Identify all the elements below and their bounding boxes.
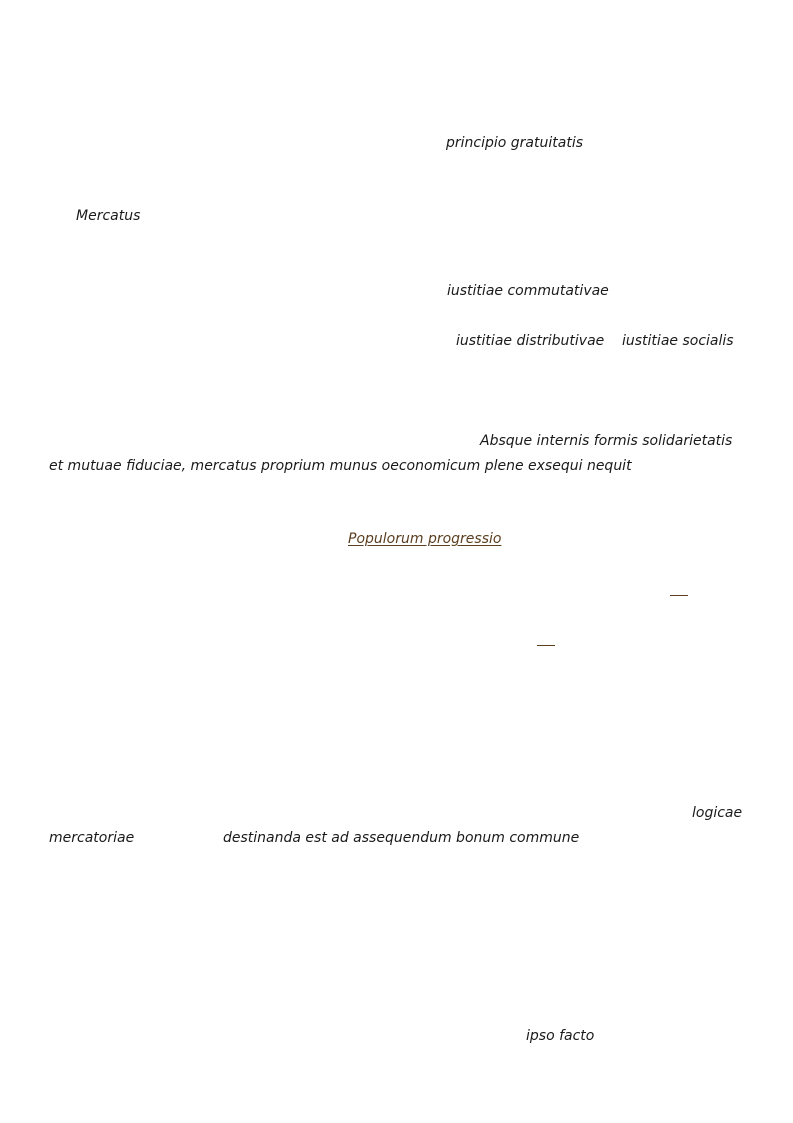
text-absque-internis: Absque internis formis solidarietatis — [480, 433, 733, 449]
text-destinanda: destinanda est ad assequendum bonum commune — [223, 830, 580, 846]
text-mercatus: Mercatus — [76, 208, 141, 224]
footnote-link-1[interactable] — [670, 595, 688, 596]
footnote-link-2[interactable] — [537, 645, 555, 646]
text-principio-gratuitatis: principio gratuitatis — [446, 135, 583, 151]
text-ipso-facto: ipso facto — [526, 1028, 595, 1044]
text-iustitiae-socialis: iustitiae socialis — [622, 333, 734, 349]
text-iustitiae-distributivae: iustitiae distributivae — [456, 333, 605, 349]
text-et-mutuae-fiduciae: et mutuae fiduciae, mercatus proprium munus oeconomicum plene exsequi nequit — [49, 458, 632, 474]
text-iustitiae-commutativae: iustitiae commutativae — [447, 283, 609, 299]
link-populorum-progressio[interactable]: Populorum progressio — [348, 531, 502, 547]
text-mercatoriae: mercatoriae — [49, 830, 135, 846]
text-logicae: logicae — [692, 805, 743, 821]
